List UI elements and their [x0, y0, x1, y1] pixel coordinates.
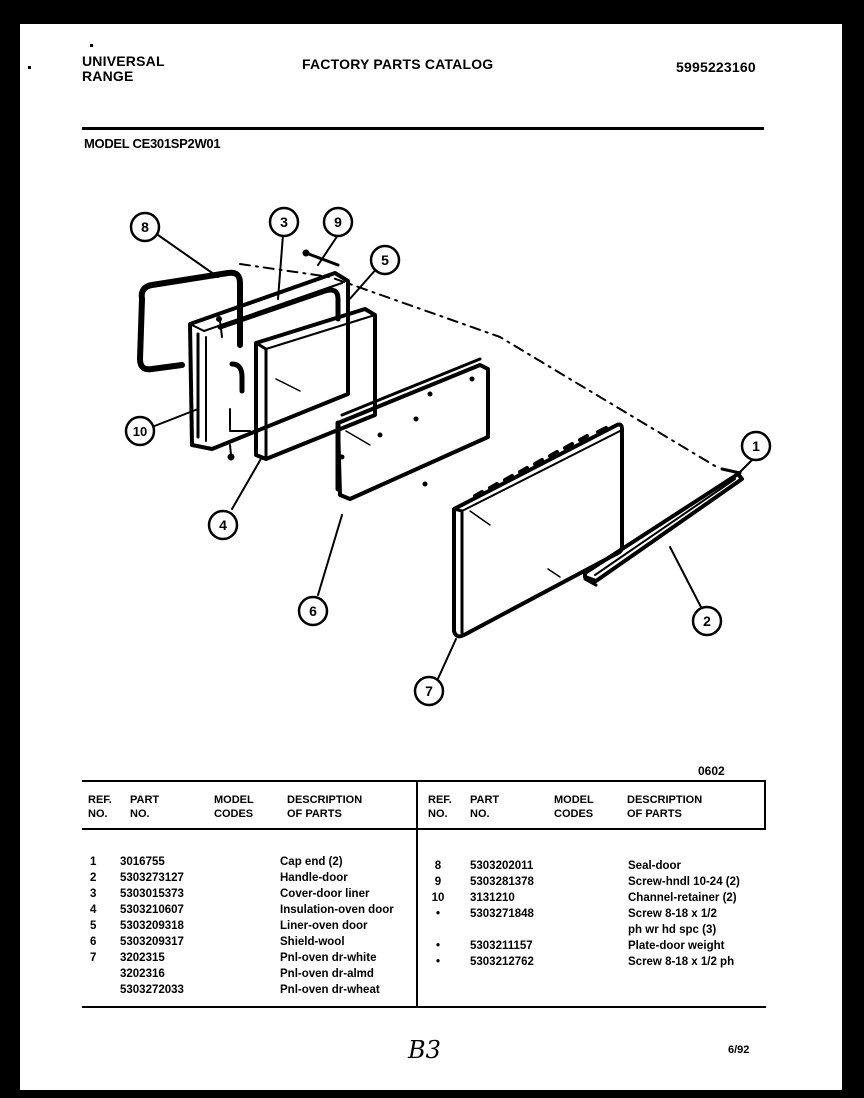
svg-text:3: 3 — [280, 214, 288, 230]
svg-text:2: 2 — [703, 613, 711, 629]
diagram-page-ref: 0602 — [698, 764, 725, 778]
table-row: 6 5303209317 Shield-wool — [90, 936, 345, 948]
catalog-number: 5995223160 — [676, 59, 756, 75]
svg-text:9: 9 — [334, 214, 342, 230]
svg-text:1: 1 — [752, 438, 760, 454]
table-row: 9 5303281378 Screw-hndl 10-24 (2) — [434, 876, 740, 888]
catalog-page — [20, 24, 842, 1090]
col-ref-no-right: REF. NO. — [428, 794, 452, 820]
callout-7 — [415, 677, 443, 705]
table-row: ph wr hd spc (3) — [628, 924, 717, 936]
callout-3 — [270, 208, 298, 236]
callout-4 — [209, 511, 237, 539]
svg-text:5: 5 — [381, 252, 389, 268]
table-row: • 5303271848 Screw 8-18 x 1/2 — [435, 908, 717, 920]
svg-text:6: 6 — [309, 603, 317, 619]
table-bottom-rule — [82, 1006, 766, 1008]
header-rule — [82, 127, 764, 130]
table-row: 3 5303015373 Cover-door liner — [90, 888, 370, 900]
table-row: 2 5303273127 Handle-door — [90, 872, 348, 884]
table-row: 8 5303202011 Seal-door — [434, 860, 682, 872]
callout-8 — [131, 213, 159, 241]
catalog-title: FACTORY PARTS CATALOG — [302, 56, 494, 72]
parts-table — [82, 780, 766, 1008]
model-number: MODEL CE301SP2W01 — [84, 136, 221, 151]
table-row: • 5303211157 Plate-door weight — [435, 940, 725, 952]
scan-speck — [90, 44, 93, 47]
table-row: 1 3016755 Cap end (2) — [90, 856, 343, 868]
table-row: 7 3202315 Pnl-oven dr-white — [90, 952, 377, 964]
brand-line-1: UNIVERSAL — [82, 53, 165, 69]
callout-1 — [742, 432, 770, 460]
revision-date: 6/92 — [728, 1044, 750, 1056]
col-model-codes: MODEL CODES — [214, 794, 254, 820]
table-row: 5 5303209318 Liner-oven door — [90, 920, 368, 932]
callout-6 — [299, 597, 327, 625]
table-row: • 5303212762 Screw 8-18 x 1/2 ph — [435, 956, 735, 968]
table-top-rule — [82, 780, 766, 782]
scan-speck — [28, 66, 31, 69]
table-row: 3202316 Pnl-oven dr-almd — [120, 968, 374, 980]
table-row: 4 5303210607 Insulation-oven door — [90, 904, 394, 916]
callout-2 — [693, 607, 721, 635]
col-part-no-right: PART NO. — [470, 794, 500, 820]
table-row: 10 3131210 Channel-retainer (2) — [431, 892, 737, 904]
callout-9 — [324, 208, 352, 236]
col-model-codes-right: MODEL CODES — [554, 794, 594, 820]
exploded-parts-diagram — [80, 169, 800, 729]
handwritten-note: B3 — [408, 1036, 441, 1064]
table-row: 5303272033 Pnl-oven dr-wheat — [120, 984, 380, 996]
svg-text:8: 8 — [141, 219, 149, 235]
svg-text:7: 7 — [425, 683, 433, 699]
col-description-right: DESCRIPTION OF PARTS — [627, 794, 703, 820]
col-ref-no: REF. NO. — [88, 794, 112, 820]
brand-name — [82, 54, 165, 84]
brand-line-2: RANGE — [82, 68, 134, 84]
table-header-rule — [82, 828, 766, 830]
table-right-rule — [764, 780, 766, 828]
callout-10 — [126, 417, 154, 445]
callout-5 — [371, 246, 399, 274]
svg-text:10: 10 — [132, 424, 148, 439]
col-part-no: PART NO. — [130, 794, 160, 820]
col-description: DESCRIPTION OF PARTS — [287, 794, 363, 820]
table-divider — [416, 780, 418, 1008]
svg-text:4: 4 — [219, 517, 227, 533]
